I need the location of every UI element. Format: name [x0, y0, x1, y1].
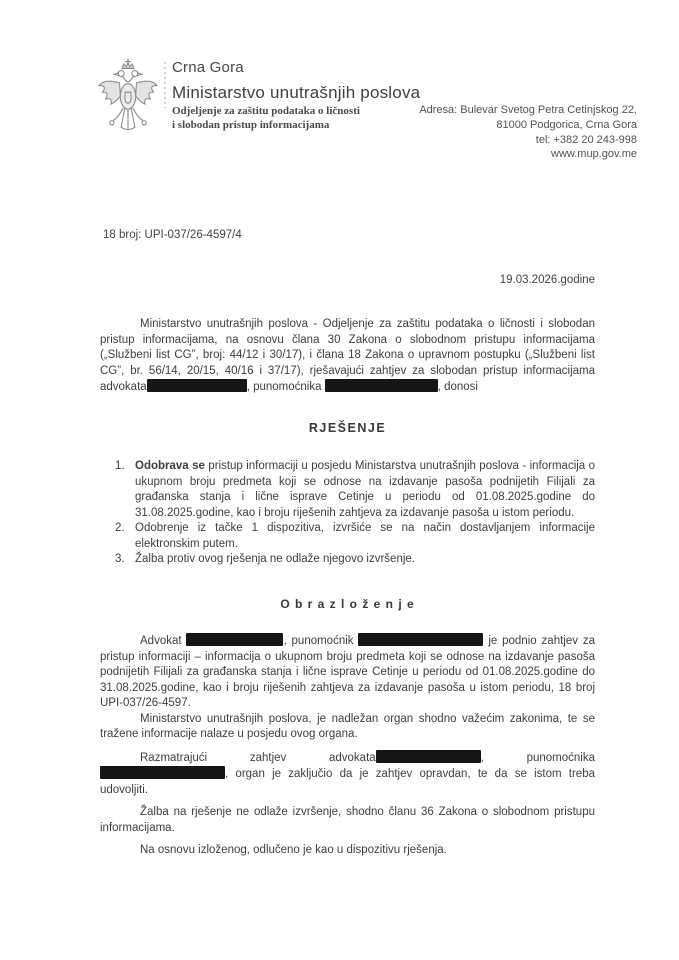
intro-text: Ministarstvo unutrašnjih poslova - Odjeljenje za zaštitu podataka o ličnosti i slobodan pristup informacijama, na osnovu člana 30 Zakona o slobodnom pristupu informacijama („Službeni list CG”, broj: 44/12 i 30/17), i člana 18 Zakona o upravnom postupku („Službeni list CG”, br. 56/14, 20/15, 40/16 i 37/17), rješavajući zahtjev za slobodan pristup informacijama advokata — [100, 318, 595, 393]
item-bold-lead: Odobrava se — [135, 460, 205, 472]
explanation-paragraph-3 — [100, 750, 595, 799]
explanation-paragraph-2: Ministarstvo unutrašnjih poslova, je nadležan organ shodno važećim zakonima, te se tražene informacije nalaze u posjedu ovog organa. — [100, 712, 595, 740]
address-line: Adresa: Bulevar Svetog Petra Cetinjskog 22, — [419, 104, 637, 116]
explanation-heading: O b r a z l o ž e n j e — [280, 596, 415, 611]
ruling-item-3 — [115, 552, 595, 568]
redaction-bar — [147, 379, 247, 392]
intro-text: , punomoćnika — [246, 381, 322, 393]
reference-number: 18 broj: UPI-037/26-4597/4 — [103, 229, 242, 241]
paragraph-text: je podnio zahtjev za pristup informaciji – informacija o ukupnom broju predmeta koji se odnose na izdavanje pasoša podnijetih Filijali za građanska stanja i lične isprave Cetinje u periodu od 01.08.2025.godine do 31.08.2025.godine, kao i broju riješenih zahtjeva za izdavanje pasoša u istom periodu, 18 broj UPI-037/26-4597. — [100, 635, 596, 709]
website: www.mup.gov.me — [551, 148, 637, 161]
ruling-item-1 — [115, 459, 595, 521]
item-text: pristup informaciji u posjedu Ministarstva unutrašnjih poslova - informacija o ukupnom broju predmeta koji se odnose na izdavanje pasoša podnijetih Filijali za građanska stanja i lične isprave Cetinje u periodu od 01.08.2025.godine do 31.08.2025.godine, kao i broju riješenih zahtjeva za izdavanje pasoša u istom periodu. — [135, 460, 596, 519]
logo-microtext — [164, 62, 166, 108]
item-text: Žalba protiv ovog rješenja ne odlaže njegovo izvršenje. — [135, 553, 415, 565]
org-ministry: Ministarstvo unutrašnjih poslova — [172, 83, 421, 102]
item-number: 1. — [115, 460, 125, 472]
letterhead — [172, 60, 420, 132]
redaction-bar — [100, 766, 225, 779]
montenegro-coat-of-arms-icon — [94, 56, 162, 142]
intro-text: , donosi — [437, 381, 478, 393]
address-line: tel: +382 20 243-998 — [535, 133, 637, 146]
paragraph-text: Razmatrajući zahtjev advokata — [140, 751, 376, 764]
paragraph-text: Advokat — [140, 635, 182, 647]
address-line: 81000 Podgorica, Crna Gora — [496, 118, 637, 131]
redaction-bar — [325, 379, 438, 392]
item-number: 2. — [115, 522, 125, 534]
org-country: Crna Gora — [172, 59, 244, 76]
document-body — [100, 317, 595, 859]
org-department-line-1: Odjeljenje za zaštitu podataka o ličnosti — [172, 105, 360, 117]
document-date: 19.03.2026.godine — [499, 274, 595, 286]
paragraph-text: , punomoćnika — [480, 751, 595, 764]
org-department-line-2: i slobodan pristup informacijama — [172, 118, 330, 131]
address-block — [419, 103, 637, 162]
paragraph-text: , organ je zaključio da je zahtjev opravdan, te da se istom treba udovoljiti. — [100, 768, 595, 796]
explanation-paragraph-4: Žalba na rješenje ne odlaže izvršenje, shodno članu 36 Zakona o slobodnom pristupu informacijama. — [100, 806, 595, 834]
item-number: 3. — [115, 553, 125, 565]
ruling-heading: RJEŠENJE — [308, 420, 387, 435]
redaction-bar — [376, 750, 481, 763]
ruling-list — [100, 459, 595, 568]
ruling-item-2 — [115, 521, 595, 552]
redaction-bar — [358, 633, 483, 646]
explanation-section — [100, 633, 595, 859]
paragraph-text: , punomoćnik — [283, 635, 354, 647]
intro-paragraph — [100, 317, 595, 396]
explanation-paragraph-1 — [100, 633, 595, 712]
redaction-bar — [186, 633, 283, 646]
item-text: Odobrenje iz tačke 1 dispozitiva, izvršiće se na način dostavljanjem informacije elektronskim putem. — [135, 522, 595, 550]
explanation-paragraph-5: Na osnovu izloženog, odlučeno je kao u dispozitivu rješenja. — [140, 844, 447, 856]
